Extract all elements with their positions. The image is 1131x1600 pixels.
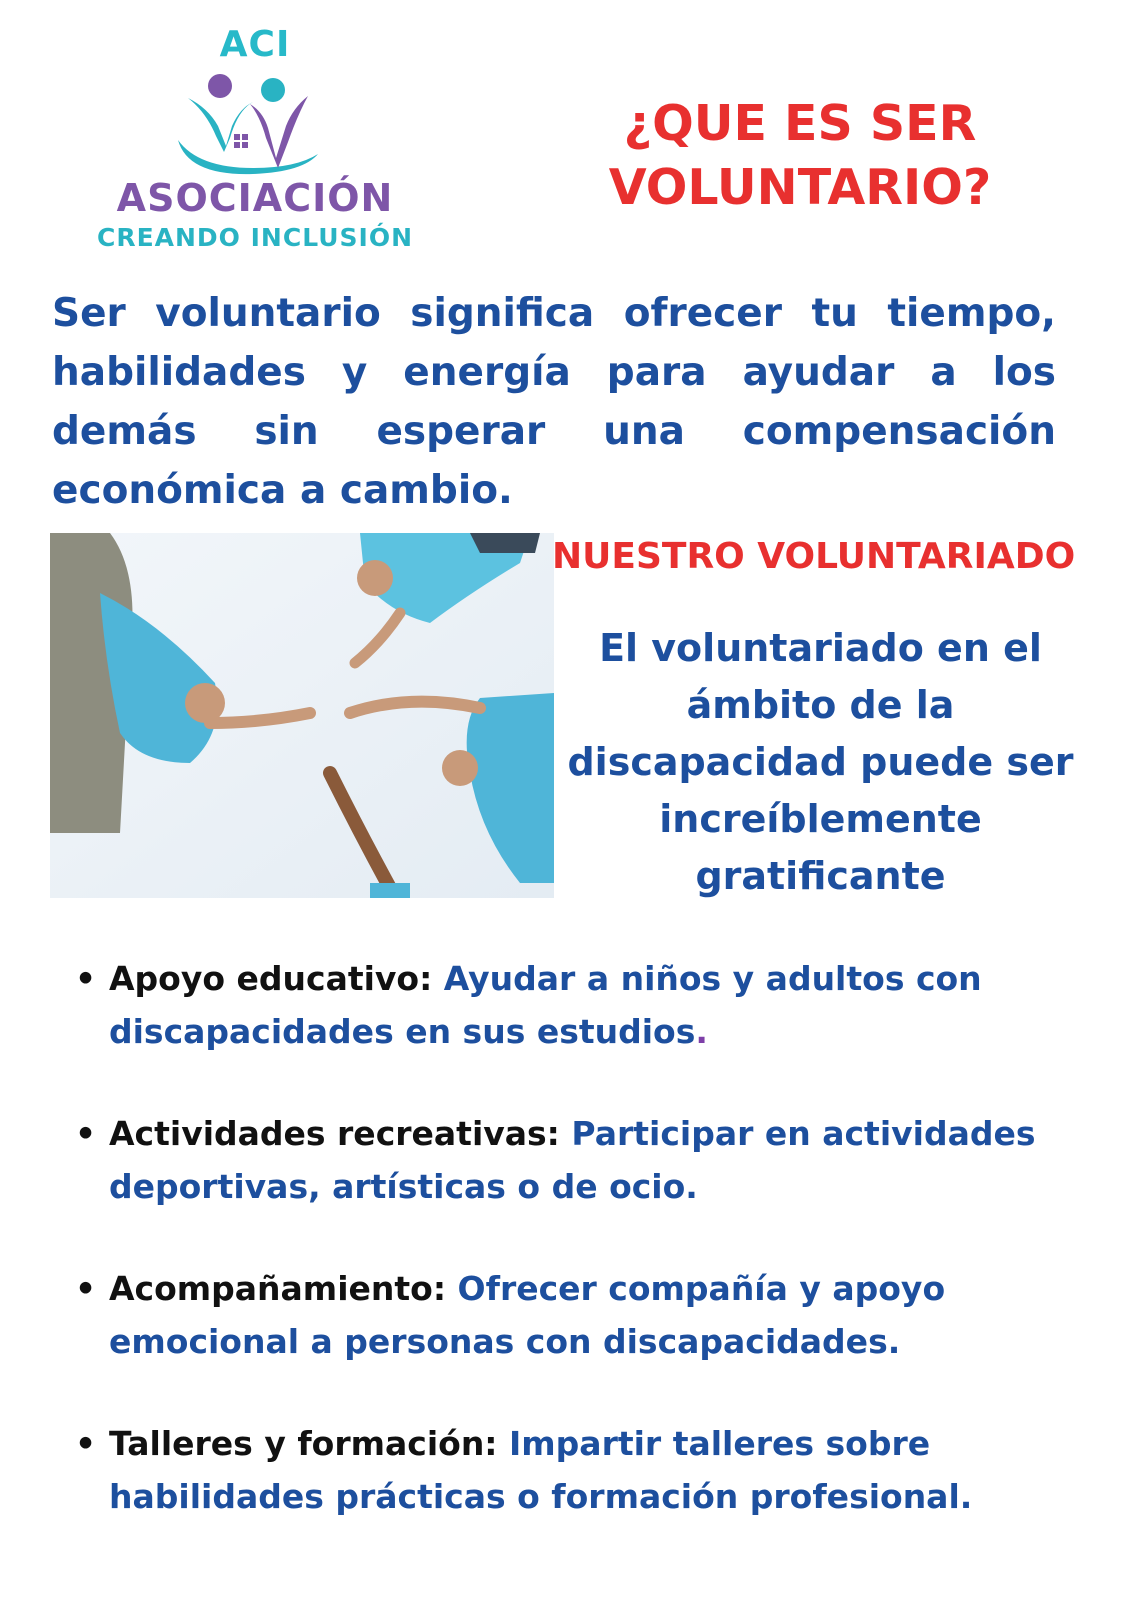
list-item <box>75 1107 1085 1262</box>
bullet-icon: • <box>75 1424 97 1463</box>
intro-paragraph: Ser voluntario significa ofrecer tu tiempo, habilidades y energía para ayudar a los demás sin esperar una compensación económica a cambio. <box>52 291 1056 513</box>
page-title: ¿QUE ES SER VOLUNTARIO? <box>608 95 992 216</box>
item-description: Ofrecer compañía y apoyo emocional a personas con discapacidades. <box>109 1269 946 1361</box>
item-term: Talleres y formación: <box>109 1424 498 1463</box>
list-item <box>75 952 1085 1107</box>
bullet-icon: • <box>75 1114 97 1153</box>
volunteer-activities-list <box>75 952 1085 1572</box>
item-term: Acompañamiento: <box>109 1269 447 1308</box>
bullet-icon: • <box>75 1269 97 1308</box>
logo-creando-inclusion-text: CREANDO INCLUSIÓN <box>96 223 414 252</box>
section-title: NUESTRO VOLUNTARIADO <box>552 536 1076 577</box>
item-description: Participar en actividades deportivas, artísticas o de ocio. <box>109 1114 1036 1206</box>
bullet-icon: • <box>75 959 97 998</box>
item-description: Ayudar a niños y adultos con discapacidades en sus estudios <box>109 959 982 1051</box>
section-text: El voluntariado en el ámbito de la discapacidad puede ser increíblemente gratificante <box>567 626 1074 898</box>
people-house-logo-icon <box>168 68 328 188</box>
item-term: Apoyo educativo: <box>109 959 433 998</box>
item-description: Impartir talleres sobre habilidades prácticas o formación profesional. <box>109 1424 973 1516</box>
logo-asociacion-text: ASOCIACIÓN <box>116 176 394 220</box>
list-item <box>75 1262 1085 1417</box>
volunteers-photo <box>50 533 554 898</box>
item-end-punctuation: . <box>695 1012 708 1051</box>
logo-aci-text: ACI <box>219 24 291 65</box>
list-item <box>75 1417 1085 1572</box>
organization-logo <box>70 18 440 252</box>
item-term: Actividades recreativas: <box>109 1114 560 1153</box>
